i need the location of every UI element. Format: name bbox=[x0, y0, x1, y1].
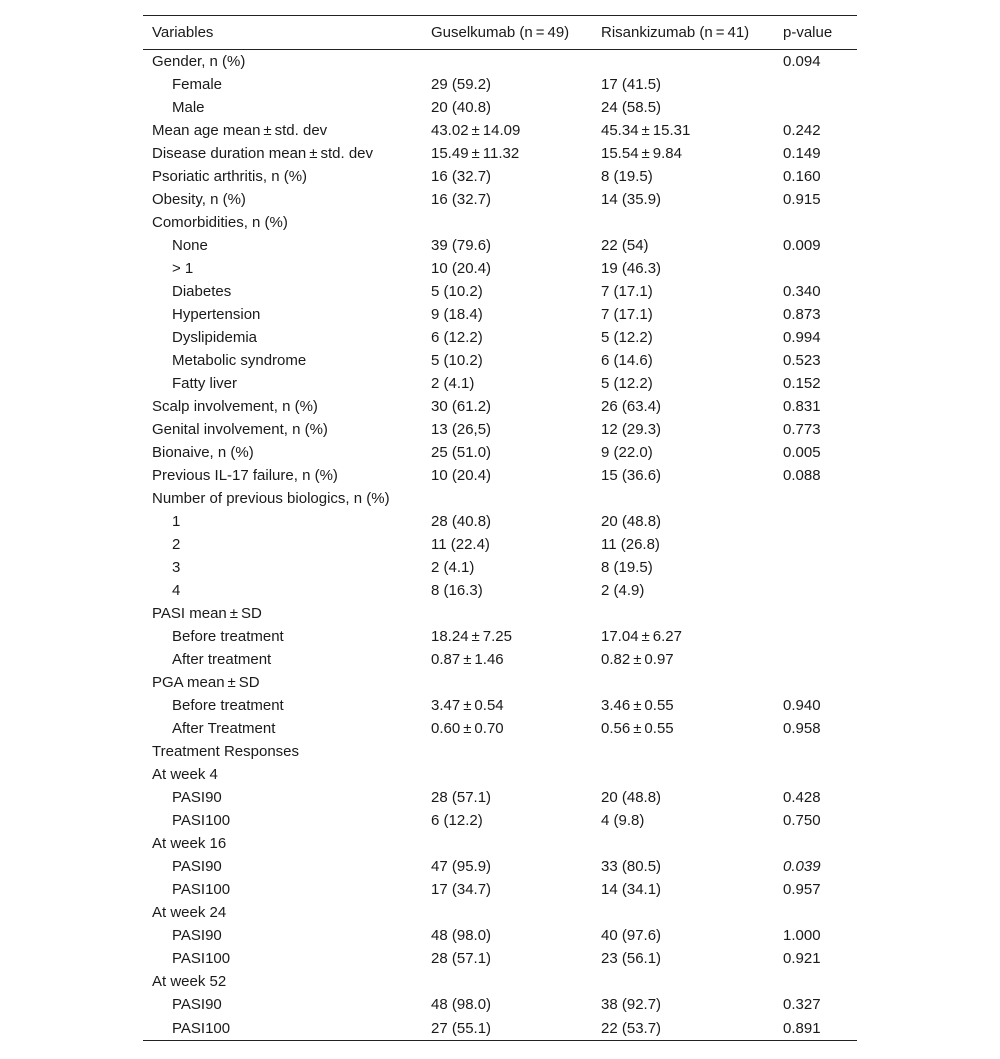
cell-variable: PGA mean ± SD bbox=[152, 674, 260, 691]
cell-p-value bbox=[774, 602, 857, 625]
cell-guselkumab bbox=[422, 832, 592, 855]
cell-variable: Comorbidities, n (%) bbox=[152, 214, 288, 231]
cell-p-value: 0.940 bbox=[783, 697, 821, 714]
cell-guselkumab: 5 (10.2) bbox=[431, 352, 483, 369]
header-risankizumab: Risankizumab (n = 41) bbox=[592, 16, 774, 50]
cell-variable: PASI100 bbox=[172, 881, 231, 898]
table-row bbox=[143, 855, 857, 878]
cell-variable: 3 bbox=[172, 559, 181, 576]
cell-variable: PASI90 bbox=[172, 789, 222, 806]
cell-p-value bbox=[774, 763, 857, 786]
table-row bbox=[143, 809, 857, 832]
table-row bbox=[143, 993, 857, 1016]
cell-p-value: 0.039 bbox=[783, 858, 821, 875]
cell-risankizumab: 22 (53.7) bbox=[592, 1016, 774, 1041]
cell-risankizumab: 20 (48.8) bbox=[601, 789, 662, 806]
table-row bbox=[143, 671, 857, 694]
cell-guselkumab: 0.87 ± 1.46 bbox=[431, 651, 504, 668]
header-row bbox=[143, 16, 857, 50]
cell-variable: PASI100 bbox=[172, 812, 231, 829]
cell-variable: Psoriatic arthritis, n (%) bbox=[152, 168, 308, 185]
cell-p-value bbox=[774, 533, 857, 556]
cell-guselkumab: 17 (34.7) bbox=[431, 881, 492, 898]
cell-risankizumab: 20 (48.8) bbox=[601, 513, 662, 530]
cell-variable: Treatment Responses bbox=[152, 743, 300, 760]
cell-risankizumab: 38 (92.7) bbox=[601, 996, 662, 1013]
table-row bbox=[143, 487, 857, 510]
cell-guselkumab: 6 (12.2) bbox=[431, 812, 483, 829]
cell-variable: Bionaive, n (%) bbox=[152, 444, 254, 461]
cell-guselkumab bbox=[422, 602, 592, 625]
cell-guselkumab: 2 (4.1) bbox=[431, 375, 475, 392]
cell-variable: Mean age mean ± std. dev bbox=[152, 122, 328, 139]
table-row bbox=[143, 533, 857, 556]
cell-risankizumab bbox=[592, 50, 774, 74]
cell-variable: None bbox=[172, 237, 208, 254]
cell-p-value bbox=[774, 556, 857, 579]
cell-risankizumab: 2 (4.9) bbox=[601, 582, 645, 599]
cell-variable: Metabolic syndrome bbox=[172, 352, 307, 369]
header-variables: Variables bbox=[143, 16, 422, 50]
cell-p-value bbox=[774, 487, 857, 510]
table-row bbox=[143, 73, 857, 96]
cell-risankizumab: 17.04 ± 6.27 bbox=[601, 628, 682, 645]
table-row bbox=[143, 556, 857, 579]
cell-p-value bbox=[774, 625, 857, 648]
table-row bbox=[143, 211, 857, 234]
table-row bbox=[143, 372, 857, 395]
cell-risankizumab: 7 (17.1) bbox=[601, 306, 653, 323]
table-row bbox=[143, 119, 857, 142]
table-row bbox=[143, 832, 857, 855]
cell-variable: 2 bbox=[172, 536, 181, 553]
cell-variable: Before treatment bbox=[172, 628, 284, 645]
table-row bbox=[143, 878, 857, 901]
cell-p-value: 1.000 bbox=[783, 927, 821, 944]
cell-guselkumab: 3.47 ± 0.54 bbox=[431, 697, 504, 714]
cell-guselkumab: 2 (4.1) bbox=[431, 559, 475, 576]
cell-variable: Before treatment bbox=[172, 697, 284, 714]
cell-p-value: 0.750 bbox=[783, 812, 821, 829]
cell-guselkumab: 20 (40.8) bbox=[431, 99, 492, 116]
cell-risankizumab: 19 (46.3) bbox=[601, 260, 662, 277]
cell-p-value bbox=[774, 96, 857, 119]
cell-p-value: 0.994 bbox=[783, 329, 821, 346]
cell-guselkumab: 10 (20.4) bbox=[431, 260, 492, 277]
table-row bbox=[143, 464, 857, 487]
cell-variable: 1 bbox=[172, 513, 181, 530]
cell-risankizumab: 8 (19.5) bbox=[601, 168, 653, 185]
table-row bbox=[143, 257, 857, 280]
cell-guselkumab: 10 (20.4) bbox=[431, 467, 492, 484]
cell-risankizumab bbox=[592, 487, 774, 510]
cell-guselkumab bbox=[422, 970, 592, 993]
cell-guselkumab bbox=[422, 901, 592, 924]
cell-variable: Number of previous biologics, n (%) bbox=[152, 490, 390, 507]
table-row bbox=[143, 740, 857, 763]
cell-guselkumab: 27 (55.1) bbox=[422, 1016, 592, 1041]
cell-guselkumab bbox=[422, 211, 592, 234]
cell-p-value: 0.005 bbox=[783, 444, 821, 461]
cell-variable: Previous IL-17 failure, n (%) bbox=[152, 467, 338, 484]
cell-variable: Dyslipidemia bbox=[172, 329, 258, 346]
cell-p-value: 0.149 bbox=[783, 145, 821, 162]
cell-risankizumab bbox=[592, 740, 774, 763]
cell-guselkumab: 30 (61.2) bbox=[431, 398, 492, 415]
cell-risankizumab bbox=[592, 901, 774, 924]
cell-variable: At week 52 bbox=[152, 973, 227, 990]
cell-variable: PASI100 bbox=[172, 950, 231, 967]
cell-variable: Gender, n (%) bbox=[152, 53, 246, 70]
cell-guselkumab: 25 (51.0) bbox=[431, 444, 492, 461]
cell-variable: Genital involvement, n (%) bbox=[152, 421, 328, 438]
cell-risankizumab: 40 (97.6) bbox=[601, 927, 662, 944]
cell-risankizumab bbox=[592, 211, 774, 234]
table-row bbox=[143, 349, 857, 372]
cell-guselkumab: 16 (32.7) bbox=[431, 168, 492, 185]
cell-guselkumab: 28 (40.8) bbox=[431, 513, 492, 530]
cell-risankizumab: 8 (19.5) bbox=[601, 559, 653, 576]
cell-p-value: 0.242 bbox=[783, 122, 821, 139]
table-row bbox=[143, 763, 857, 786]
cell-p-value: 0.428 bbox=[783, 789, 821, 806]
cell-variable: PASI90 bbox=[172, 927, 222, 944]
cell-risankizumab: 9 (22.0) bbox=[601, 444, 653, 461]
cell-variable: At week 4 bbox=[152, 766, 218, 783]
table-row bbox=[143, 326, 857, 349]
cell-p-value: 0.009 bbox=[783, 237, 821, 254]
cell-guselkumab bbox=[422, 671, 592, 694]
table-row bbox=[143, 786, 857, 809]
cell-guselkumab: 39 (79.6) bbox=[431, 237, 492, 254]
cell-risankizumab: 26 (63.4) bbox=[601, 398, 662, 415]
cell-p-value: 0.160 bbox=[783, 168, 821, 185]
table-row bbox=[143, 395, 857, 418]
cell-p-value: 0.340 bbox=[783, 283, 821, 300]
cell-p-value bbox=[774, 211, 857, 234]
cell-variable: Diabetes bbox=[172, 283, 232, 300]
cell-p-value: 0.957 bbox=[783, 881, 821, 898]
cell-guselkumab: 48 (98.0) bbox=[431, 996, 492, 1013]
cell-risankizumab: 22 (54) bbox=[601, 237, 649, 254]
cell-risankizumab: 5 (12.2) bbox=[601, 329, 653, 346]
cell-variable: Disease duration mean ± std. dev bbox=[152, 145, 374, 162]
cell-guselkumab bbox=[422, 740, 592, 763]
cell-variable: Hypertension bbox=[172, 306, 261, 323]
cell-p-value bbox=[774, 648, 857, 671]
header-p-value: p-value bbox=[774, 16, 857, 50]
table-row bbox=[143, 625, 857, 648]
cell-p-value bbox=[774, 901, 857, 924]
cell-p-value bbox=[774, 832, 857, 855]
cell-risankizumab: 14 (34.1) bbox=[601, 881, 662, 898]
table-row bbox=[143, 947, 857, 970]
cell-risankizumab: 5 (12.2) bbox=[601, 375, 653, 392]
cell-risankizumab: 7 (17.1) bbox=[601, 283, 653, 300]
table-row bbox=[143, 1016, 857, 1041]
cell-variable: PASI100 bbox=[143, 1016, 422, 1041]
cell-p-value: 0.773 bbox=[783, 421, 821, 438]
cell-guselkumab: 0.60 ± 0.70 bbox=[431, 720, 504, 737]
cell-p-value: 0.523 bbox=[783, 352, 821, 369]
cell-p-value: 0.088 bbox=[783, 467, 821, 484]
cell-guselkumab bbox=[422, 763, 592, 786]
cell-guselkumab: 15.49 ± 11.32 bbox=[431, 145, 520, 162]
cell-variable: Male bbox=[172, 99, 205, 116]
cell-p-value bbox=[774, 73, 857, 96]
table-row bbox=[143, 970, 857, 993]
cell-guselkumab: 29 (59.2) bbox=[431, 76, 492, 93]
header-guselkumab: Guselkumab (n = 49) bbox=[422, 16, 592, 50]
cell-risankizumab: 14 (35.9) bbox=[601, 191, 662, 208]
cell-guselkumab: 13 (26,5) bbox=[431, 421, 492, 438]
table-row bbox=[143, 924, 857, 947]
cell-risankizumab: 6 (14.6) bbox=[601, 352, 653, 369]
cell-variable: After Treatment bbox=[172, 720, 276, 737]
cell-variable: Scalp involvement, n (%) bbox=[152, 398, 318, 415]
cell-risankizumab: 0.56 ± 0.55 bbox=[601, 720, 674, 737]
cell-variable: Female bbox=[172, 76, 223, 93]
cell-variable: PASI90 bbox=[172, 858, 222, 875]
cell-guselkumab: 18.24 ± 7.25 bbox=[431, 628, 512, 645]
cell-risankizumab: 11 (26.8) bbox=[601, 536, 660, 553]
cell-variable: PASI90 bbox=[172, 996, 222, 1013]
cell-variable: Obesity, n (%) bbox=[152, 191, 246, 208]
comparison-table-container bbox=[143, 15, 857, 1041]
cell-p-value bbox=[774, 579, 857, 602]
table-row bbox=[143, 188, 857, 211]
cell-p-value bbox=[774, 510, 857, 533]
cell-p-value: 0.152 bbox=[783, 375, 821, 392]
cell-risankizumab bbox=[592, 671, 774, 694]
cell-variable: > 1 bbox=[172, 260, 194, 277]
cell-p-value: 0.094 bbox=[783, 53, 821, 70]
table-row bbox=[143, 717, 857, 740]
cell-guselkumab: 11 (22.4) bbox=[431, 536, 490, 553]
cell-p-value: 0.958 bbox=[783, 720, 821, 737]
cell-risankizumab: 23 (56.1) bbox=[601, 950, 662, 967]
cell-risankizumab bbox=[592, 832, 774, 855]
cell-p-value bbox=[774, 740, 857, 763]
cell-variable: Fatty liver bbox=[172, 375, 238, 392]
cell-risankizumab: 24 (58.5) bbox=[601, 99, 662, 116]
cell-guselkumab: 9 (18.4) bbox=[431, 306, 483, 323]
table-row bbox=[143, 510, 857, 533]
cell-risankizumab: 15.54 ± 9.84 bbox=[601, 145, 682, 162]
cell-risankizumab bbox=[592, 602, 774, 625]
cell-guselkumab bbox=[422, 487, 592, 510]
cell-p-value: 0.891 bbox=[774, 1016, 857, 1041]
cell-guselkumab: 47 (95.9) bbox=[431, 858, 492, 875]
comparison-table bbox=[143, 15, 857, 1041]
table-row bbox=[143, 602, 857, 625]
cell-guselkumab: 16 (32.7) bbox=[431, 191, 492, 208]
cell-risankizumab: 17 (41.5) bbox=[601, 76, 662, 93]
table-row bbox=[143, 280, 857, 303]
table-row bbox=[143, 234, 857, 257]
table-row bbox=[143, 96, 857, 119]
cell-p-value bbox=[774, 257, 857, 280]
table-header bbox=[143, 16, 857, 50]
table-body bbox=[143, 50, 857, 1041]
cell-variable: At week 16 bbox=[152, 835, 227, 852]
cell-risankizumab: 15 (36.6) bbox=[601, 467, 662, 484]
cell-risankizumab bbox=[592, 970, 774, 993]
cell-variable: After treatment bbox=[172, 651, 272, 668]
cell-risankizumab: 0.82 ± 0.97 bbox=[601, 651, 674, 668]
table-row bbox=[143, 901, 857, 924]
cell-p-value bbox=[774, 671, 857, 694]
cell-risankizumab: 33 (80.5) bbox=[601, 858, 662, 875]
table-row bbox=[143, 418, 857, 441]
cell-p-value: 0.915 bbox=[783, 191, 821, 208]
cell-guselkumab: 48 (98.0) bbox=[431, 927, 492, 944]
cell-guselkumab: 6 (12.2) bbox=[431, 329, 483, 346]
table-row bbox=[143, 694, 857, 717]
cell-risankizumab: 12 (29.3) bbox=[601, 421, 662, 438]
cell-risankizumab: 3.46 ± 0.55 bbox=[601, 697, 674, 714]
table-row bbox=[143, 303, 857, 326]
cell-guselkumab bbox=[422, 50, 592, 74]
cell-risankizumab bbox=[592, 763, 774, 786]
table-row bbox=[143, 441, 857, 464]
cell-guselkumab: 28 (57.1) bbox=[431, 950, 492, 967]
cell-p-value: 0.873 bbox=[783, 306, 821, 323]
cell-risankizumab: 45.34 ± 15.31 bbox=[601, 122, 691, 139]
cell-guselkumab: 5 (10.2) bbox=[431, 283, 483, 300]
cell-p-value: 0.921 bbox=[783, 950, 821, 967]
cell-variable: 4 bbox=[172, 582, 181, 599]
table-row bbox=[143, 142, 857, 165]
cell-guselkumab: 43.02 ± 14.09 bbox=[431, 122, 521, 139]
cell-guselkumab: 8 (16.3) bbox=[431, 582, 483, 599]
cell-variable: At week 24 bbox=[152, 904, 227, 921]
table-row bbox=[143, 165, 857, 188]
cell-guselkumab: 28 (57.1) bbox=[431, 789, 492, 806]
cell-p-value: 0.831 bbox=[783, 398, 821, 415]
table-row bbox=[143, 50, 857, 74]
cell-p-value: 0.327 bbox=[783, 996, 821, 1013]
table-row bbox=[143, 579, 857, 602]
table-row bbox=[143, 648, 857, 671]
cell-variable: PASI mean ± SD bbox=[152, 605, 262, 622]
cell-p-value bbox=[774, 970, 857, 993]
cell-risankizumab: 4 (9.8) bbox=[601, 812, 645, 829]
